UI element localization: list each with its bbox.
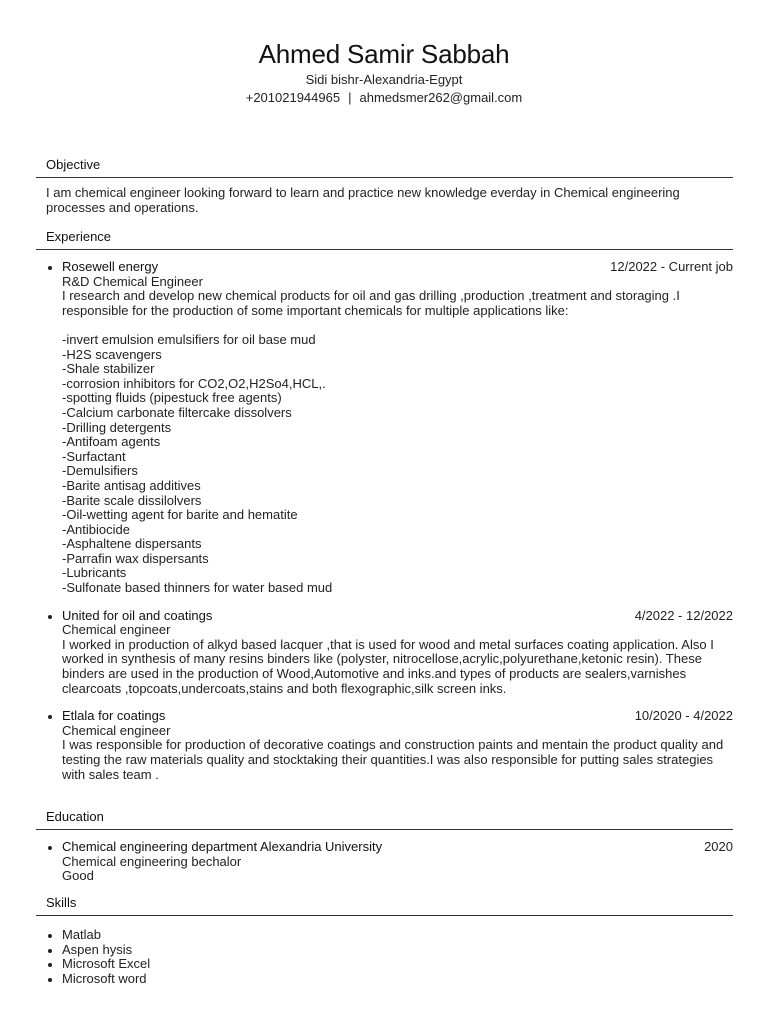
experience-description: I was responsible for production of decorative coatings and construction paints and mentain the product quality and testing the raw materials quality and stocktaking their quantities.I was also responsible for putting sales strategies with sales team .: [62, 737, 724, 782]
education-section: [36, 808, 733, 884]
experience-org: United for oil and coatings: [62, 607, 213, 623]
education-item-head: [62, 840, 733, 855]
education-grade: Good: [62, 868, 94, 884]
experience-date: 10/2020 - 4/2022: [634, 708, 733, 724]
skill-item: Aspen hysis: [36, 943, 733, 958]
skill-item: Microsoft Excel: [36, 957, 733, 972]
education-institution: Chemical engineering department Alexandria University: [62, 839, 383, 854]
education-title: Education: [36, 808, 733, 830]
email-address[interactable]: ahmedsmer262@gmail.com: [359, 90, 523, 105]
phone-number: +201021944965: [245, 90, 341, 105]
candidate-address: Sidi bishr-Alexandria-Egypt: [305, 72, 463, 87]
experience-item-head: [62, 609, 733, 624]
skills-title: Skills: [36, 894, 733, 916]
experience-section: [36, 228, 733, 782]
experience-org: Etlala for coatings: [62, 708, 166, 724]
experience-item: [36, 709, 733, 782]
experience-item-head: [62, 260, 733, 275]
experience-item: [36, 609, 733, 697]
experience-role: R&D Chemical Engineer: [62, 273, 203, 289]
resume-header: [0, 0, 768, 107]
objective-section: [36, 156, 733, 215]
experience-role: Chemical engineer: [62, 722, 171, 738]
skill-item: Matlab: [36, 928, 733, 943]
skill-item: Microsoft word: [36, 972, 733, 987]
experience-org: Rosewell energy: [62, 259, 159, 274]
experience-item: [36, 260, 733, 596]
experience-role: Chemical engineer: [62, 622, 171, 638]
objective-text: I am chemical engineer looking forward to learn and practice new knowledge everday in Chemical engineering processes and operations.: [46, 185, 680, 215]
experience-description: I research and develop new chemical products for oil and gas drilling ,production ,treatment and storaging .I responsible for the production of some important chemicals for multiple applications like: -invert emulsion emulsifiers for oil base mud -H2S scavengers -Shale stabilizer -corrosion inhibitors for CO2,O2,H2So4,HCL,. -spotting fluids (pipestuck free agents) -Calcium carbonate filtercake dissolvers -Drilling detergents -Antifoam agents -Surfactant -Demulsifiers -Barite antisag additives -Barite scale dissilolvers -Oil-wetting agent for barite and hematite -Antibiocide -Asphaltene dispersants -Parrafin wax dispersants -Lubricants -Sulfonate based thinners for water based mud: [62, 288, 680, 596]
candidate-name: Ahmed Samir Sabbah: [258, 39, 510, 69]
education-list: [36, 840, 733, 884]
experience-title: Experience: [36, 228, 733, 250]
skills-section: [36, 894, 733, 986]
contact-separator: |: [348, 90, 352, 105]
education-item: [36, 840, 733, 884]
contact-line: [0, 89, 768, 107]
objective-title: Objective: [36, 156, 733, 178]
skills-list: [36, 928, 733, 986]
experience-item-head: [62, 709, 733, 724]
experience-description: I worked in production of alkyd based lacquer ,that is used for wood and metal surfaces coating application. Also I worked in synthesis of many resins binders like (polyster, nitrocellose,acrylic,polyurethane,ketonic resin). These binders are used in the production of Wood,Automotive and inks.and types of products are sealers,varnishes clearcoats ,topcoats,undercoats,stains and both flexographic,silk screen inks.: [62, 636, 714, 696]
experience-list: [36, 260, 733, 782]
education-degree: Chemical engineering bechalor: [62, 853, 242, 869]
education-date: 2020: [704, 839, 733, 854]
experience-date: 12/2022 - Current job: [610, 259, 733, 274]
experience-date: 4/2022 - 12/2022: [634, 607, 733, 623]
